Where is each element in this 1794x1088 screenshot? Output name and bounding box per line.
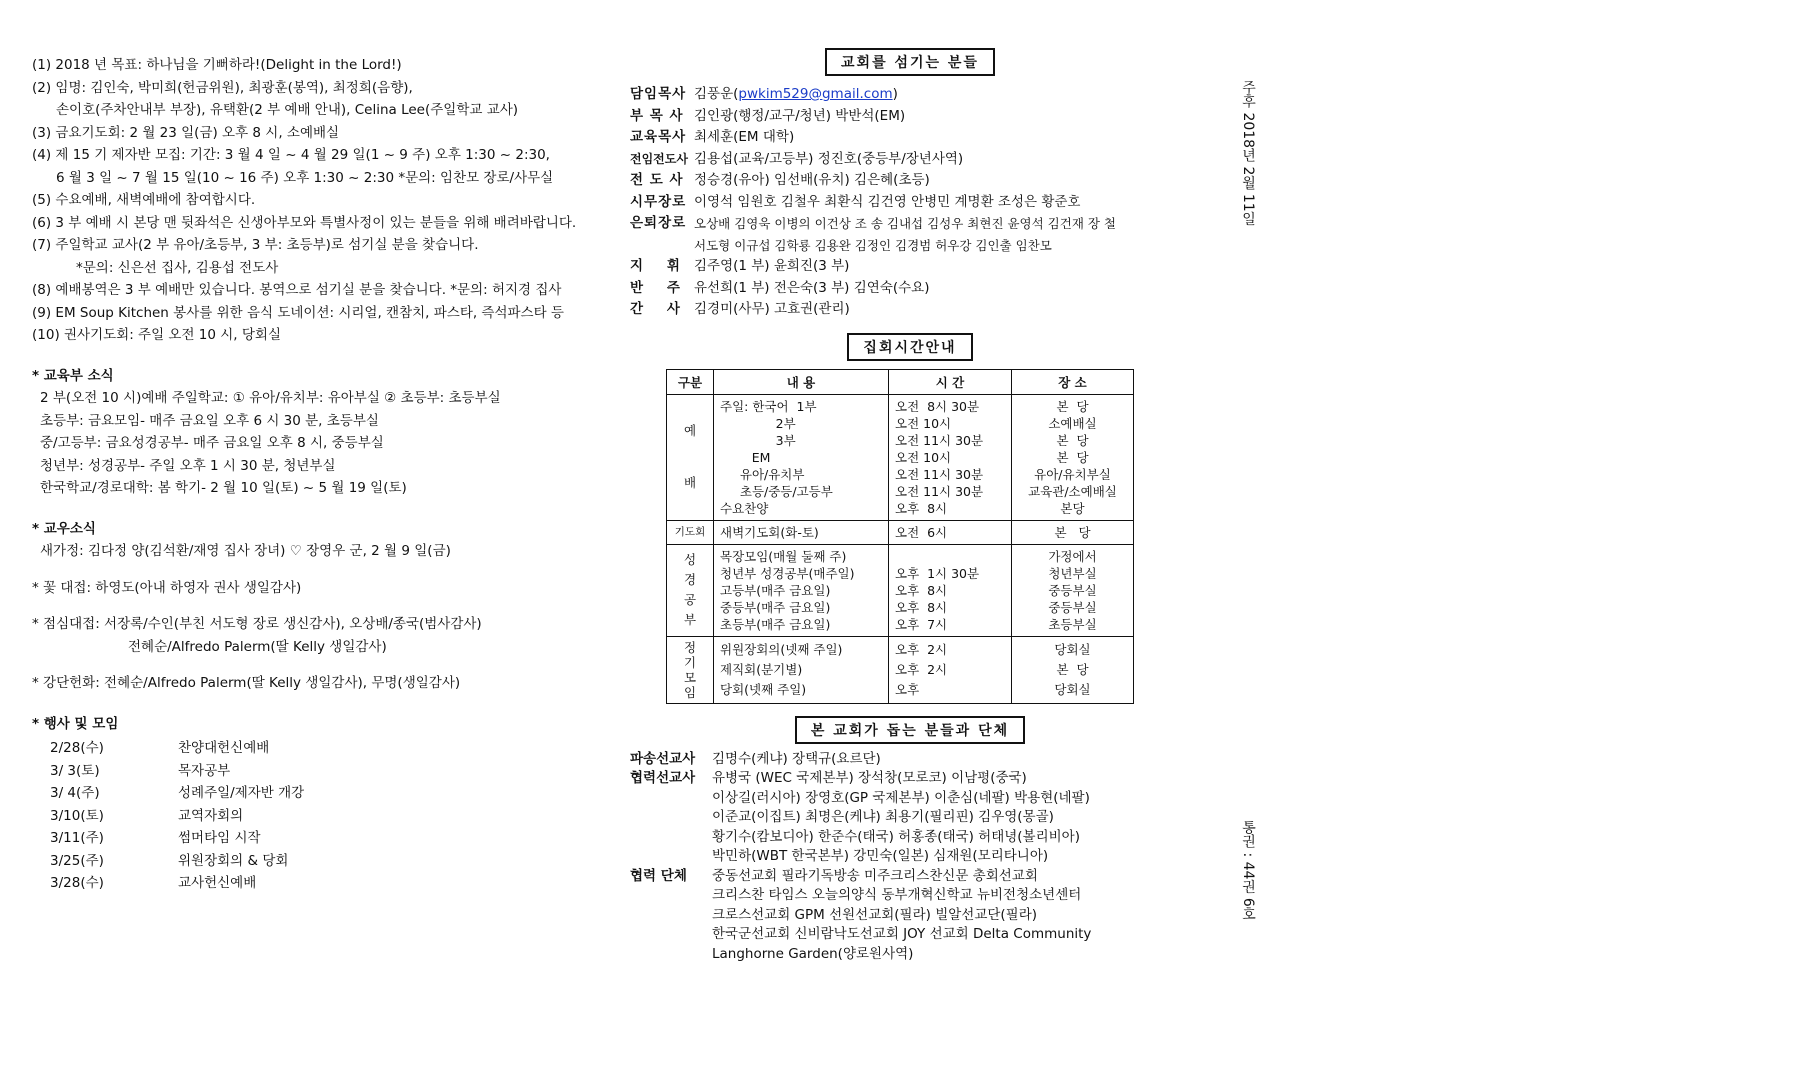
announcement-5: (5) 수요예배, 새벽예배에 참여합시다.: [32, 192, 256, 208]
schedule-place: 본 당: [1012, 520, 1134, 544]
schedule-row: [667, 394, 1134, 520]
mission-row: [630, 828, 1190, 848]
mission-label: [630, 847, 712, 867]
announcement-2-cont: 손이호(주차안내부 부장), 유택환(2 부 예배 안내), Celina Lee(주일학교 교사): [56, 102, 519, 118]
education-line-3: 중/고등부: 금요성경공부- 매주 금요일 오후 8 시, 중등부실: [40, 435, 384, 451]
staff-row: [630, 170, 1190, 192]
schedule-row: [667, 636, 1134, 703]
schedule-row: [667, 520, 1134, 544]
staff-label: [630, 235, 694, 257]
mission-row: [630, 847, 1190, 867]
staff-title: 교회를 섬기는 분들: [825, 48, 995, 76]
events-heading: * 행사 및 모임: [32, 715, 119, 732]
schedule-time: 오후 2시 오후 2시 오후: [889, 636, 1012, 703]
staff-value: 최세훈(EM 대학): [694, 129, 795, 145]
event-row: [32, 872, 602, 895]
event-name: 교사헌신예배: [178, 875, 257, 891]
mission-label: [630, 906, 712, 926]
mission-row: [630, 945, 1190, 965]
staff-label: 전임전도사: [630, 151, 688, 166]
schedule-header: 시 간: [889, 369, 1012, 394]
staff-row: [630, 235, 1190, 257]
events-list: [32, 737, 602, 895]
schedule-time: 오전 6시: [889, 520, 1012, 544]
staff-label: 담임목사: [630, 86, 687, 102]
mission-row: [630, 886, 1190, 906]
event-row: [32, 827, 602, 850]
staff-row: [630, 106, 1190, 128]
schedule-table: [666, 369, 1134, 704]
event-date: 3/ 3(토): [50, 762, 100, 779]
lunch-line-2: 전혜순/Alfredo Palerm(딸 Kelly 생일감사): [128, 638, 387, 655]
schedule-place: 가정에서 청년부실 중등부실 중등부실 초등부실: [1012, 544, 1134, 636]
staff-value: 정승경(유아) 임선배(유치) 김은혜(초등): [694, 172, 930, 188]
schedule-content: 주일: 한국어 1부 2부 3부 EM 유아/유치부 초등/중등/고등부 수요찬양: [714, 394, 889, 520]
staff-label: 은퇴장로: [630, 215, 687, 231]
staff-label: 부 목 사: [630, 107, 684, 124]
mission-label: 파송선교사: [630, 750, 696, 767]
members-heading: * 교우소식: [32, 520, 96, 537]
mission-row: [630, 925, 1190, 945]
event-row: [32, 805, 602, 828]
announcement-4: (4) 제 15 기 제자반 모집: 기간: 3 월 4 일 ~ 4 월 29 일(1 ~ 9 주) 오후 1:30 ~ 2:30,: [32, 147, 550, 163]
schedule-content: 목장모임(매월 둘째 주) 청년부 성경공부(매주일) 고등부(매주 금요일) 중등부(매주 금요일) 초등부(매주 금요일): [714, 544, 889, 636]
event-name: 목자공부: [178, 762, 231, 779]
staff-label: 간 사: [630, 301, 681, 317]
mission-label: [630, 828, 712, 848]
event-row: [32, 782, 602, 805]
announcement-2: (2) 임명: 김인숙, 박미희(헌금위원), 최광훈(봉역), 최정희(음향),: [32, 79, 413, 96]
mission-label: [630, 945, 712, 965]
announcement-1: (1) 2018 년 목표: 하나님을 기뻐하라!(Delight in the Lord!): [32, 57, 402, 73]
staff-row: [630, 149, 1190, 171]
staff-row: [630, 127, 1190, 149]
education-line-1: 2 부(오전 10 시)예배 주일학교: ① 유아/유치부: 유아부실 ② 초등부: 초등부실: [40, 390, 501, 406]
education-heading: * 교육부 소식: [32, 367, 114, 384]
staff-value: 오상배 김영욱 이병의 이건상 조 송 김내섭 김성우 최현진 윤영석 김건재 장 철: [694, 216, 1117, 231]
staff-label: 지 휘: [630, 258, 681, 274]
staff-value: 김주영(1 부) 윤희진(3 부): [694, 258, 850, 274]
email-link[interactable]: pwkim529@gmail.com: [738, 86, 893, 102]
schedule-category: 정 기 모 임: [667, 636, 714, 703]
event-date: 3/25(주): [50, 852, 104, 869]
event-date: 3/ 4(주): [50, 785, 100, 801]
mission-value: 박민하(WBT 한국본부) 강민숙(일본) 심재원(모리타니아): [712, 848, 1049, 864]
schedule-header: 장 소: [1012, 369, 1134, 394]
schedule-category: 성 경 공 부: [667, 544, 714, 636]
event-name: 성례주일/제자반 개강: [178, 785, 305, 801]
issue-volume: 통권 : 44권 6호: [1240, 820, 1256, 921]
members-line: 새가정: 김다정 양(김석환/재영 집사 장녀) ♡ 장영우 군, 2 월 9 일(금): [40, 543, 451, 559]
staff-row: [630, 278, 1190, 300]
staff-row: [630, 299, 1190, 321]
mission-value: 황기수(캄보디아) 한준수(태국) 허홍종(태국) 허태녕(볼리비아): [712, 828, 1080, 845]
event-date: 3/10(토): [50, 807, 104, 824]
event-row: [32, 850, 602, 873]
mission-list: [630, 750, 1190, 965]
announcement-6: (6) 3 부 예배 시 본당 맨 뒷좌석은 신생아부모와 특별사정이 있는 분들을 위해 배려바랍니다.: [32, 214, 577, 231]
announcement-8: (8) 예배봉역은 3 부 예배만 있습니다. 봉역으로 섬기실 분을 찾습니다. *문의: 허지경 집사: [32, 282, 562, 298]
issue-date: 주후 2018년 2월 11일: [1240, 80, 1256, 226]
mission-title: 본 교회가 돕는 분들과 단체: [795, 716, 1025, 744]
altar-flowers-line: * 강단헌화: 전혜순/Alfredo Palerm(딸 Kelly 생일감사), 무명(생일감사): [32, 675, 461, 691]
announcement-10: (10) 권사기도회: 주일 오전 10 시, 당회실: [32, 327, 282, 343]
mission-row: [630, 867, 1190, 887]
staff-label: 시무장로: [630, 193, 687, 210]
announcement-7: (7) 주일학교 교사(2 부 유아/초등부, 3 부: 초등부)로 섬기실 분을 찾습니다.: [32, 237, 479, 253]
mission-label: 협력선교사: [630, 770, 696, 786]
schedule-category: 예 배: [667, 394, 714, 520]
mission-label: [630, 789, 712, 809]
staff-row: [630, 84, 1190, 106]
schedule-header-row: [667, 369, 1134, 394]
event-name: 위원장회의 & 당회: [178, 852, 289, 869]
mission-value: 이상길(러시아) 장영호(GP 국제본부) 이춘심(네팔) 박용현(네팔): [712, 789, 1090, 806]
mission-row: [630, 789, 1190, 809]
announcement-3: (3) 금요기도회: 2 월 23 일(금) 오후 8 시, 소예배실: [32, 124, 340, 141]
schedule-content: 새벽기도회(화-토): [714, 520, 889, 544]
flowers-line: * 꽃 대접: 하영도(아내 하영자 권사 생일감사): [32, 579, 302, 596]
event-row: [32, 737, 602, 760]
mission-label: 협력 단체: [630, 867, 687, 884]
event-name: 썸머타임 시작: [178, 830, 261, 846]
mission-label: [630, 886, 712, 906]
mission-row: [630, 808, 1190, 828]
staff-value: 김용섭(교육/고등부) 정진호(중등부/장년사역): [694, 150, 964, 167]
event-date: 3/28(수): [50, 875, 104, 891]
staff-label: 교육목사: [630, 129, 687, 145]
mission-row: [630, 769, 1190, 789]
announcement-4-cont: 6 월 3 일 ~ 7 월 15 일(10 ~ 16 주) 오후 1:30 ~ 2:30 *문의: 임찬모 장로/사무실: [56, 169, 554, 186]
staff-value: 김풍운(pwkim529@gmail.com): [694, 86, 898, 102]
schedule-header: 내 용: [714, 369, 889, 394]
schedule-header: 구분: [667, 369, 714, 394]
mission-row: [630, 750, 1190, 770]
event-row: [32, 760, 602, 783]
mission-label: [630, 808, 712, 828]
mission-value: 크리스찬 타임스 오늘의양식 동부개혁신학교 뉴비전청소년센터: [712, 887, 1082, 903]
announcement-9: (9) EM Soup Kitchen 봉사를 위한 음식 도네이션: 시리얼, 캔참치, 파스타, 즉석파스타 등: [32, 304, 564, 321]
staff-label: 전 도 사: [630, 172, 684, 188]
schedule-category: 기도회: [667, 520, 714, 544]
right-column: [630, 48, 1190, 964]
schedule-row: [667, 544, 1134, 636]
mission-row: [630, 906, 1190, 926]
event-date: 3/11(주): [50, 830, 104, 846]
schedule-title: 집회시간안내: [847, 333, 972, 361]
schedule-time: 오전 8시 30분 오전 10시 오전 11시 30분 오전 10시 오전 11시 30분 오전 11시 30분 오후 8시: [889, 394, 1012, 520]
lunch-line-1: * 점심대접: 서장록/수인(부친 서도형 장로 생신감사), 오상배/종국(범사감사): [32, 616, 482, 632]
mission-value: 유병국 (WEC 국제본부) 장석창(모로코) 이남평(중국): [712, 770, 1027, 786]
education-line-5: 한국학교/경로대학: 봄 학기- 2 월 10 일(토) ~ 5 월 19 일(토): [40, 480, 407, 496]
event-name: 교역자회의: [178, 807, 244, 824]
staff-row: [630, 213, 1190, 235]
staff-value: 김경미(사무) 고효권(관리): [694, 301, 850, 317]
staff-value: 김인광(행정/교구/청년) 박반석(EM): [694, 107, 906, 124]
staff-label: 반 주: [630, 279, 681, 296]
staff-list: [630, 84, 1190, 321]
event-name: 찬양대헌신예배: [178, 740, 270, 756]
event-date: 2/28(수): [50, 740, 104, 756]
mission-label: [630, 925, 712, 945]
staff-row: [630, 256, 1190, 278]
staff-value: 유선희(1 부) 전은숙(3 부) 김연숙(수요): [694, 279, 930, 296]
mission-value: Langhorne Garden(양로원사역): [712, 945, 914, 962]
mission-value: 김명수(케냐) 장택규(요르단): [712, 750, 881, 767]
education-line-2: 초등부: 금요모임- 매주 금요일 오후 6 시 30 분, 초등부실: [40, 412, 379, 429]
staff-value: 이영석 임원호 김철우 최환식 김건영 안병민 계명환 조성은 황준호: [694, 193, 1081, 210]
schedule-place: 당회실 본 당 당회실: [1012, 636, 1134, 703]
mission-value: 크로스선교회 GPM 선원선교회(필라) 빌알선교단(필라): [712, 906, 1038, 923]
staff-value: 서도형 이규섭 김학룡 김용완 김정인 김경범 허우강 김인출 임찬모: [694, 237, 1052, 253]
schedule-time: 오후 1시 30분 오후 8시 오후 8시 오후 7시: [889, 544, 1012, 636]
education-line-4: 청년부: 성경공부- 주일 오후 1 시 30 분, 청년부실: [40, 457, 336, 474]
announcement-7-cont: *문의: 신은선 집사, 김용섭 전도사: [76, 259, 279, 276]
announcements-column: [32, 54, 602, 895]
staff-row: [630, 192, 1190, 214]
schedule-content: 위원장회의(넷째 주일) 제직회(분기별) 당회(넷째 주일): [714, 636, 889, 703]
schedule-place: 본 당 소예배실 본 당 본 당 유아/유치부실 교육관/소예배실 본당: [1012, 394, 1134, 520]
mission-value: 중동선교회 필라기독방송 미주크리스찬신문 총회선교회: [712, 867, 1038, 884]
mission-value: 이준교(이집트) 최명은(케냐) 최용기(필리핀) 김우영(몽골): [712, 809, 1054, 825]
mission-value: 한국군선교회 신비람낙도선교회 JOY 선교회 Delta Community: [712, 926, 1092, 942]
